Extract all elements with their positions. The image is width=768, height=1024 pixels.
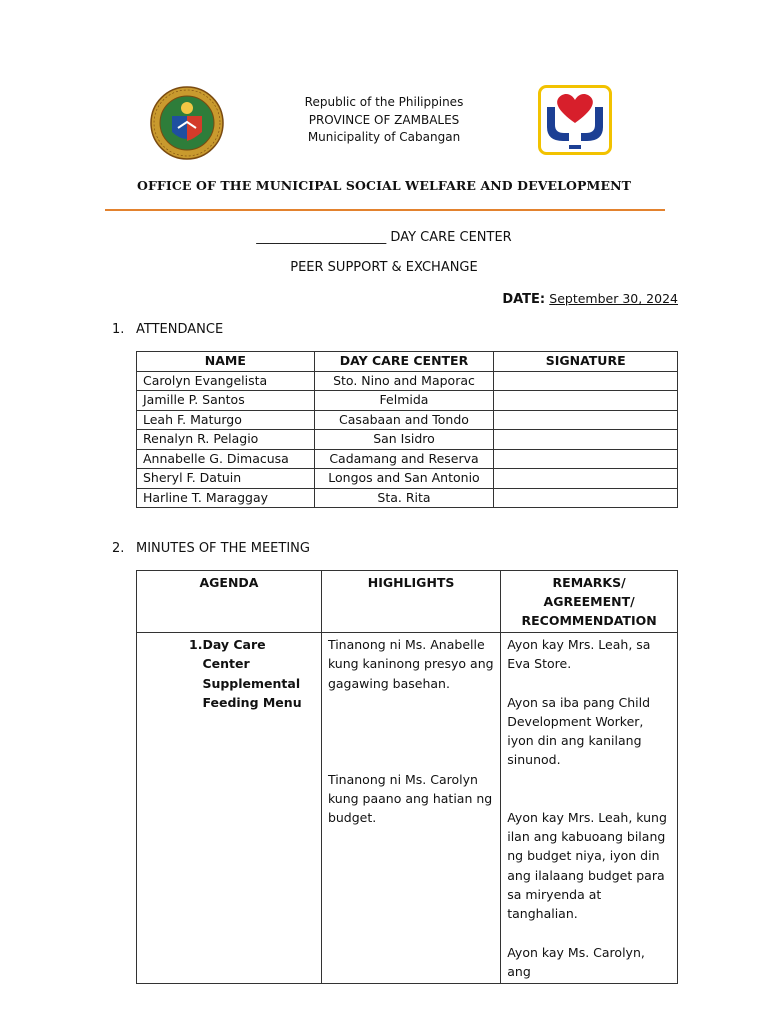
document-subtitle: PEER SUPPORT & EXCHANGE [290, 260, 478, 275]
attendee-center: Felmida [314, 391, 494, 411]
attendee-name: Renalyn R. Pelagio [137, 430, 315, 450]
col-agenda: AGENDA [137, 571, 322, 633]
table-row [137, 633, 678, 984]
table-row [137, 410, 678, 430]
header-divider [105, 209, 665, 211]
date-value: September 30, 2024 [549, 291, 678, 306]
office-title: OFFICE OF THE MUNICIPAL SOCIAL WELFARE AND DEVELOPMENT [136, 178, 632, 193]
table-row [137, 449, 678, 469]
agenda-item-number: 1. [189, 637, 203, 652]
highlights-cell [321, 633, 500, 984]
table-row [137, 488, 678, 508]
attendee-signature [494, 410, 678, 430]
table-row [137, 391, 678, 411]
header-municipality: Municipality of Cabangan [307, 130, 461, 144]
attendee-name: Sheryl F. Datuin [137, 469, 315, 489]
table-row [137, 430, 678, 450]
attendance-number: 1. [112, 322, 125, 337]
attendee-signature [494, 469, 678, 489]
col-highlights: HIGHLIGHTS [321, 571, 500, 633]
highlight-text: Tinanong ni Ms. Carolyn kung paano ang hatian ng budget. [327, 771, 493, 826]
attendee-center: Sto. Nino and Maporac [314, 371, 494, 391]
dswd-logo [538, 85, 612, 155]
col-signature: SIGNATURE [494, 352, 678, 372]
attendance-header-row [137, 352, 678, 372]
agenda-item [143, 635, 315, 712]
date-label: DATE: [502, 292, 546, 307]
remark-text: Ayon sa iba pang Child Development Worker, iyon din ang kanilang sinunod. [507, 694, 651, 768]
table-row [137, 469, 678, 489]
table-row [137, 371, 678, 391]
agenda-item-text: Day Care Center Supplemental Feeding Menu [202, 637, 302, 710]
header-province: PROVINCE OF ZAMBALES [308, 112, 460, 127]
day-care-label: DAY CARE CENTER [386, 230, 512, 245]
col-remarks: REMARKS/ AGREEMENT/ RECOMMENDATION [501, 571, 678, 633]
minutes-number: 2. [112, 541, 125, 556]
remark-text: Ayon kay Mrs. Leah, kung ilan ang kabuoang bilang ng budget niya, iyon din ang ilalaang budget para sa miryenda at tanghalian. [507, 809, 667, 922]
minutes-header-row [137, 571, 678, 633]
attendee-signature [494, 371, 678, 391]
date-line [502, 291, 678, 307]
remark-text: Ayon kay Ms. Carolyn, ang [507, 944, 645, 979]
municipal-seal-logo [150, 86, 224, 160]
agenda-cell [137, 633, 322, 984]
attendee-name: Jamille P. Santos [137, 391, 315, 411]
minutes-table [136, 570, 678, 984]
day-care-blank: ____________________ [256, 230, 387, 245]
attendee-name: Annabelle G. Dimacusa [137, 449, 315, 469]
col-day-care-center: DAY CARE CENTER [314, 352, 494, 372]
attendance-title: ATTENDANCE [136, 322, 224, 337]
attendee-signature [494, 430, 678, 450]
attendee-center: Longos and San Antonio [314, 469, 494, 489]
attendee-center: Casabaan and Tondo [314, 410, 494, 430]
attendee-signature [494, 391, 678, 411]
attendee-signature [494, 449, 678, 469]
attendee-name: Leah F. Maturgo [137, 410, 315, 430]
header-republic: Republic of the Philippines [304, 95, 464, 109]
remark-text: Ayon kay Mrs. Leah, sa Eva Store. [507, 637, 651, 672]
attendee-name: Harline T. Maraggay [137, 488, 315, 508]
day-care-center-title [0, 230, 768, 245]
attendance-table [136, 351, 678, 508]
highlight-text: Tinanong ni Ms. Anabelle kung kaninong presyo ang gagawing basehan. [327, 637, 494, 691]
attendee-center: San Isidro [314, 430, 494, 450]
header-text [260, 94, 508, 147]
attendee-name: Carolyn Evangelista [137, 371, 315, 391]
attendee-center: Cadamang and Reserva [314, 449, 494, 469]
remarks-cell [501, 633, 678, 984]
attendee-signature [494, 488, 678, 508]
minutes-heading [112, 541, 310, 556]
attendee-center: Sta. Rita [314, 488, 494, 508]
attendance-heading [112, 322, 223, 337]
col-name: NAME [137, 352, 315, 372]
minutes-title: MINUTES OF THE MEETING [136, 541, 310, 556]
